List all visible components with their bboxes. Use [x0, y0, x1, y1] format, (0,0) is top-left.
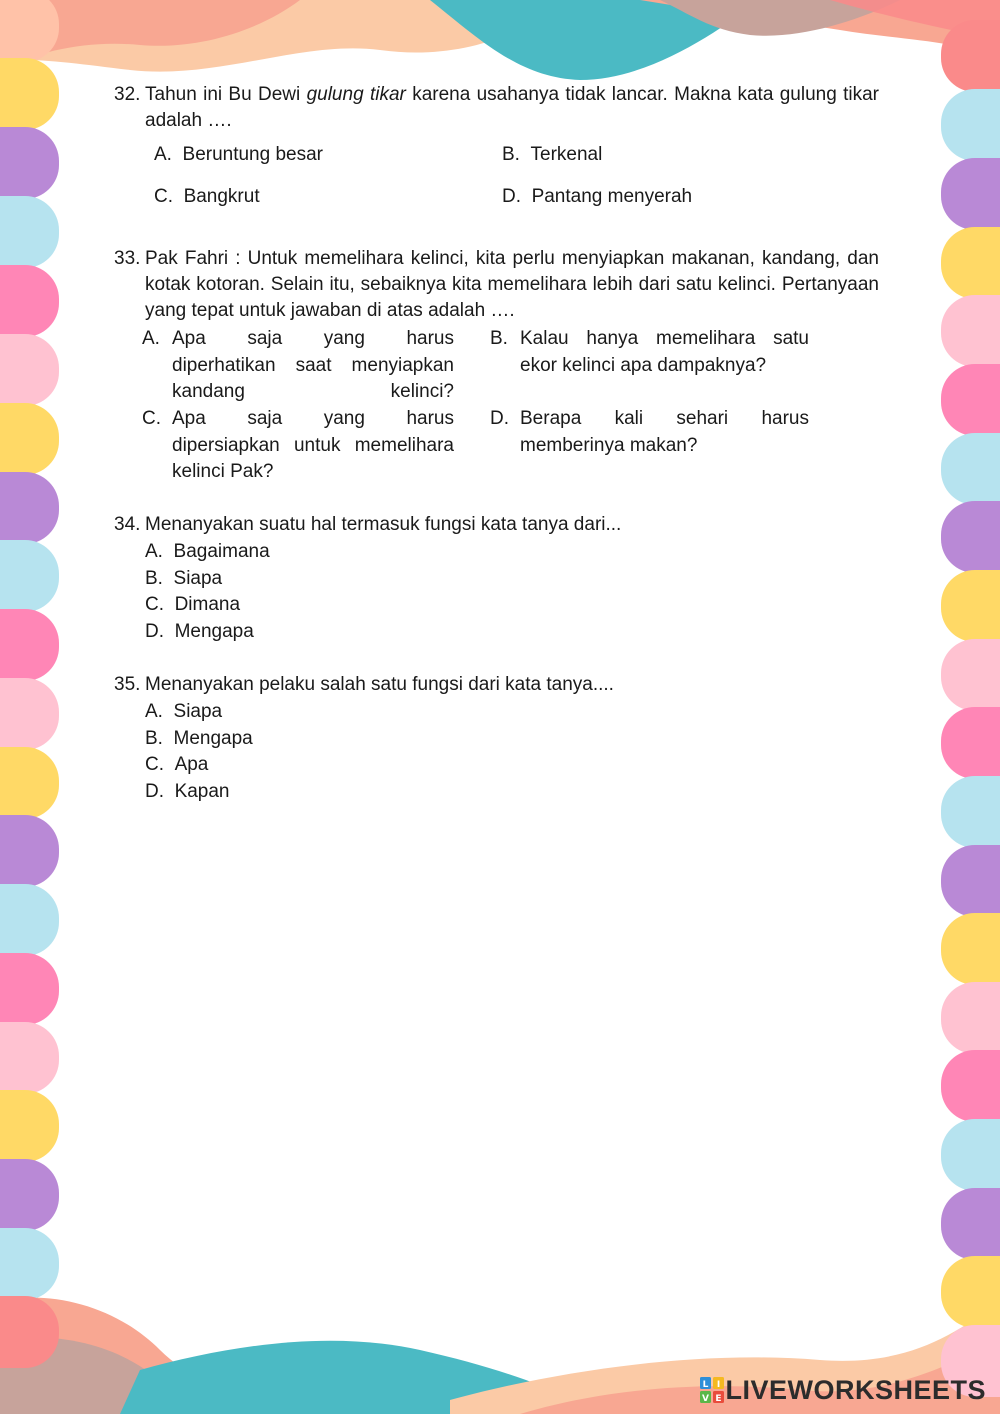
- right-pill-15: [941, 982, 1000, 1054]
- option-text: Apa saja yang harus dipersiapkan untuk memelihara kelinci Pak?: [172, 408, 454, 482]
- left-pill-4: [0, 196, 59, 268]
- question-text: Menanyakan pelaku salah satu fungsi dari kata tanya....: [145, 674, 614, 695]
- right-pill-2: [941, 89, 1000, 161]
- option-letter: A.: [145, 541, 163, 562]
- option-32-b[interactable]: [502, 142, 602, 169]
- left-pill-7: [0, 403, 59, 475]
- option-letter: C.: [145, 754, 164, 775]
- right-pill-column: [941, 20, 1000, 1397]
- option-34-d[interactable]: [145, 619, 254, 646]
- option-text: Dimana: [174, 594, 241, 615]
- right-pill-5: [941, 295, 1000, 367]
- left-pill-5: [0, 265, 59, 337]
- option-letter: A.: [145, 701, 163, 722]
- question-number: 35.: [114, 674, 141, 695]
- option-32-c[interactable]: [154, 184, 260, 211]
- option-text: Bangkrut: [183, 186, 260, 207]
- option-letter: B.: [145, 728, 163, 749]
- option-letter: C.: [154, 186, 173, 207]
- question-text: [145, 82, 879, 134]
- right-pill-8: [941, 501, 1000, 573]
- left-pill-16: [0, 1022, 59, 1094]
- option-letter: B.: [145, 568, 163, 589]
- left-pill-13: [0, 815, 59, 887]
- option-34-b[interactable]: [145, 566, 222, 593]
- left-pill-17: [0, 1090, 59, 1162]
- right-pill-11: [941, 707, 1000, 779]
- option-text: Kapan: [174, 781, 230, 802]
- option-letter: D.: [145, 621, 164, 642]
- option-text: Pantang menyerah: [531, 186, 693, 207]
- right-pill-10: [941, 639, 1000, 711]
- left-pill-6: [0, 334, 59, 406]
- right-pill-18: [941, 1188, 1000, 1260]
- watermark-text: LIVEWORKSHEETS: [725, 1374, 986, 1405]
- idiom-italic: gulung tikar: [306, 84, 406, 105]
- right-pill-14: [941, 913, 1000, 985]
- option-letter: C.: [142, 408, 161, 429]
- option-34-c[interactable]: [145, 592, 240, 619]
- option-text: Siapa: [173, 568, 223, 589]
- option-text: Bagaimana: [173, 541, 270, 562]
- left-pill-2: [0, 58, 59, 130]
- question-number: 34.: [114, 514, 141, 535]
- svg-text:E: E: [715, 1394, 723, 1404]
- option-letter: D.: [145, 781, 164, 802]
- right-pill-12: [941, 776, 1000, 848]
- left-pill-15: [0, 953, 59, 1025]
- option-32-a[interactable]: [154, 142, 323, 169]
- left-pill-8: [0, 472, 59, 544]
- question-number: 33.: [114, 248, 141, 269]
- svg-text:V: V: [702, 1394, 710, 1404]
- right-pill-19: [941, 1256, 1000, 1328]
- option-letter: B.: [490, 328, 508, 349]
- option-text: Mengapa: [173, 728, 253, 749]
- option-32-d[interactable]: [502, 184, 692, 211]
- svg-text:L: L: [703, 1380, 709, 1390]
- left-pill-10: [0, 609, 59, 681]
- left-pill-14: [0, 884, 59, 956]
- option-35-a[interactable]: [145, 699, 222, 726]
- option-text: Siapa: [173, 701, 223, 722]
- right-pill-4: [941, 227, 1000, 299]
- question-text-start: Tahun ini Bu Dewi: [145, 84, 307, 105]
- option-text: Mengapa: [174, 621, 254, 642]
- right-pill-16: [941, 1050, 1000, 1122]
- option-letter: C.: [145, 594, 164, 615]
- option-35-b[interactable]: [145, 726, 253, 753]
- question-text: Menanyakan suatu hal termasuk fungsi kata tanya dari...: [145, 514, 622, 535]
- left-pill-3: [0, 127, 59, 199]
- question-number: 32.: [114, 84, 141, 105]
- question-text: Pak Fahri : Untuk memelihara kelinci, kita perlu menyiapkan makanan, kandang, dan kotak kotoran. Selain itu, sebaiknya kita memelihara lebih dari satu kelinci. Pertanyaan yang tepat untuk jawaban di atas adalah ….: [145, 248, 879, 321]
- option-letter: B.: [502, 144, 520, 165]
- option-text: Beruntung besar: [182, 144, 324, 165]
- option-text: Apa: [174, 754, 209, 775]
- option-letter: A.: [154, 144, 172, 165]
- right-pill-13: [941, 845, 1000, 917]
- svg-text:I: I: [717, 1380, 721, 1390]
- option-letter: D.: [490, 408, 509, 429]
- option-35-c[interactable]: [145, 752, 208, 779]
- right-pill-9: [941, 570, 1000, 642]
- right-pill-17: [941, 1119, 1000, 1191]
- left-pill-11: [0, 678, 59, 750]
- option-34-a[interactable]: [145, 539, 270, 566]
- left-pill-column: [0, 0, 59, 1368]
- right-pill-3: [941, 158, 1000, 230]
- liveworksheets-watermark: [699, 1374, 986, 1406]
- option-text: Kalau hanya memelihara satu ekor kelinci apa dampaknya?: [520, 328, 809, 376]
- right-pill-6: [941, 364, 1000, 436]
- left-pill-18: [0, 1159, 59, 1231]
- left-pill-19: [0, 1228, 59, 1300]
- right-pill-7: [941, 433, 1000, 505]
- option-text: Apa saja yang harus diperhatikan saat menyiapkan kandang kelinci?: [172, 328, 454, 402]
- liveworksheets-logo-icon: [699, 1376, 725, 1404]
- left-pill-9: [0, 540, 59, 612]
- option-35-d[interactable]: [145, 779, 230, 806]
- option-letter: A.: [142, 328, 160, 349]
- question-text-end: karena usahanya tidak lancar. Makna kata gulung tikar adalah ….: [145, 84, 879, 131]
- left-pill-12: [0, 747, 59, 819]
- option-letter: D.: [502, 186, 521, 207]
- option-text: Terkenal: [530, 144, 603, 165]
- option-text: Berapa kali sehari harus memberinya makan?: [520, 408, 809, 456]
